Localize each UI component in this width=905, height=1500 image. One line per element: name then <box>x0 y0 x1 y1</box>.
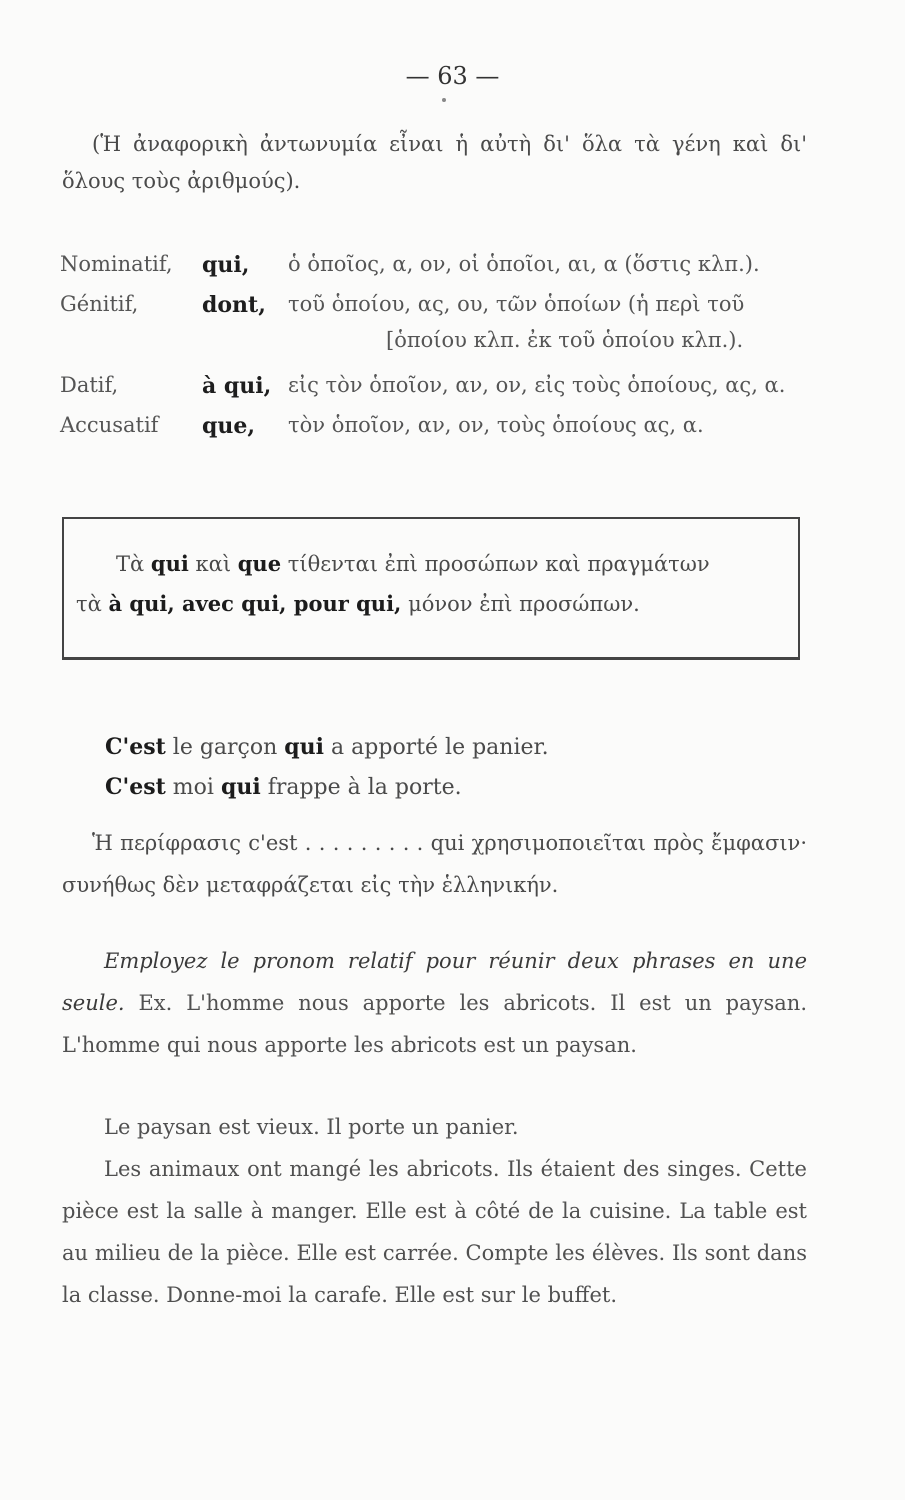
rule-line-1: Τὰ qui καὶ que τίθενται ἐπὶ προσώπων καὶ πραγμάτων <box>116 551 710 576</box>
example-sentence: C'est le garçon qui a apporté le panier. <box>105 734 549 760</box>
genitive-continuation: [ὁποίου κλπ. ἐκ τοῦ ὁποίου κλπ.). <box>386 328 744 352</box>
pronoun-form: que, <box>202 413 256 439</box>
periphrasis-note: Ἡ περίφρασις c'est . . . . . . . . . qui χρησιμοποιεῖται πρὸς ἔμφασιν· συνήθως δὲν μεταφράζεται εἰς τὴν ἑλληνικήν. <box>62 831 807 897</box>
intro-paragraph: (Ἡ ἀναφορικὴ ἀντωνυμία εἶναι ἡ αὐτὴ δι' ὅλα τὰ γένη καὶ δι' ὅλους τοὺς ἀριθμούς). <box>62 132 807 193</box>
case-label: Datif, <box>60 373 119 397</box>
ink-speck <box>442 98 446 102</box>
exercise-paragraph <box>62 940 807 1066</box>
declension-row <box>60 252 860 288</box>
case-label: Nominatif, <box>60 252 173 276</box>
case-label: Génitif, <box>60 292 139 316</box>
page-number: — 63 — <box>405 62 500 90</box>
rule-box <box>62 517 800 660</box>
exercise-item: Le paysan est vieux. Il porte un panier. <box>104 1115 519 1139</box>
case-label: Accusatif <box>60 413 159 437</box>
greek-translation: τὸν ὁποῖον, αν, ον, τοὺς ὁποίους ας, α. <box>288 413 704 437</box>
greek-translation: τοῦ ὁποίου, ας, ου, τῶν ὁποίων (ἡ περὶ τοῦ <box>288 292 745 316</box>
declension-row <box>60 373 860 409</box>
declension-row <box>60 292 860 328</box>
greek-translation: εἰς τὸν ὁποῖον, αν, ον, εἰς τοὺς ὁποίους, ας, α. <box>288 373 786 397</box>
exercise-example: Ex. L'homme nous apporte les abricots. Il est un paysan. L'homme qui nous apporte les abricots est un paysan. <box>62 991 807 1057</box>
exercise-instruction: Employez le pronom relatif pour réunir deux phrases en une seule. <box>62 949 807 1015</box>
declension-row <box>60 413 860 449</box>
pronoun-form: à qui, <box>202 373 272 399</box>
exercise-item: Les animaux ont mangé les abricots. Ils étaient des singes. Cette pièce est la salle à manger. Elle est à côté de la cuisine. La table est au milieu de la pièce. Elle est carrée. Compte les élèves. Ils sont dans la classe. Donne-moi la carafe. Elle est sur le buffet. <box>62 1157 807 1307</box>
greek-translation: ὁ ὁποῖος, α, ον, οἱ ὁποῖοι, αι, α (ὅστις κλπ.). <box>288 252 760 276</box>
example-sentence: C'est moi qui frappe à la porte. <box>105 774 462 800</box>
pronoun-form: dont, <box>202 292 266 318</box>
pronoun-form: qui, <box>202 252 250 278</box>
rule-line-2: τὰ à qui, avec qui, pour qui, μόνον ἐπὶ προσώπων. <box>76 591 640 616</box>
